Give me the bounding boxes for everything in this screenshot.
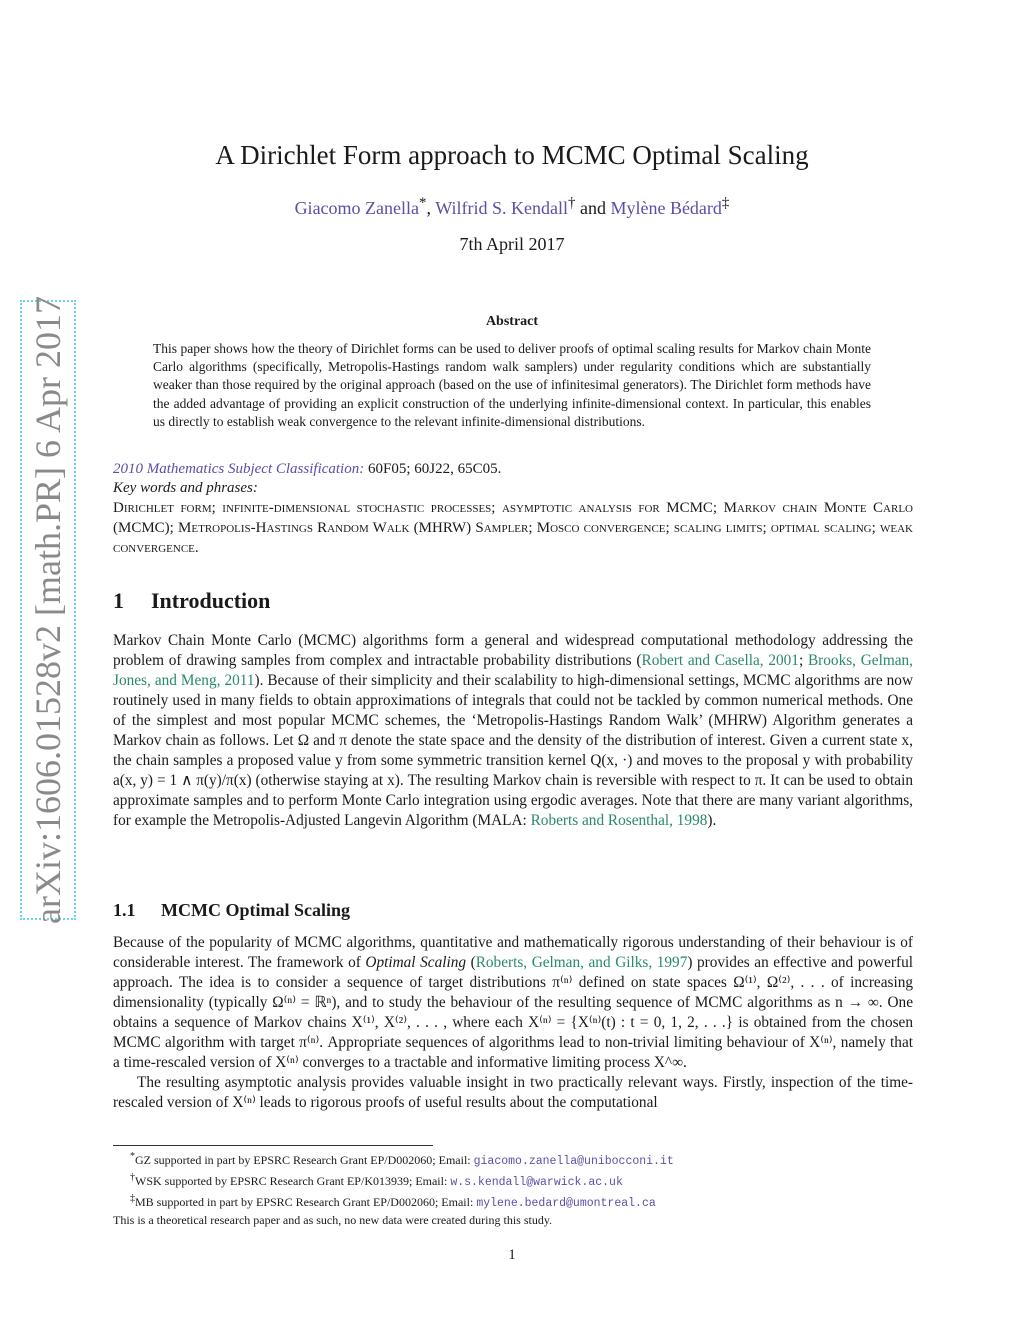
scaling-text-2: ) provides an effective and powerful approach. The idea is to consider a sequence of target distributions π⁽ⁿ⁾ defined on state spaces Ω⁽¹⁾, Ω⁽²⁾, . . . of increasing dimensionality (typically Ω⁽ⁿ⁾ = ℝⁿ), and to study the behaviour of the resulting sequence of MCMC algorithms as n → ∞. One obtains a sequence of Markov chains X⁽¹⁾, X⁽²⁾, . . . , where each X⁽ⁿ⁾ = {X⁽ⁿ⁾(t) : t = 0, 1, 2, . . .} is obtained from the chosen MCMC algorithm with target π⁽ⁿ⁾. Appropriate sequences of algorithms lead to non-trivial limiting behaviour of X⁽ⁿ⁾, namely that a time-rescaled version of X⁽ⁿ⁾ converges to a tractable and informative limiting process X^∞. (113, 954, 913, 1071)
scaling-text-1: Because of the popularity of MCMC algorithms, quantitative and mathematically rigorous understanding of their behaviour is of considerable interest. The framework of (113, 934, 913, 971)
arxiv-stamp[interactable] (20, 296, 76, 924)
msc-line (113, 460, 913, 498)
footnote-mark: * (130, 1151, 135, 1162)
cite-year[interactable]: 1998 (676, 812, 708, 829)
footnote-mark: ‡ (130, 1193, 135, 1204)
footnote-text: WSK supported by EPSRC Research Grant EP/K013939; Email: (135, 1174, 451, 1188)
email-link-zanella[interactable]: giacomo.zanella@unibocconi.it (473, 1155, 674, 1168)
cite-year[interactable]: 2011 (224, 672, 255, 689)
email-link-kendall[interactable]: w.s.kendall@warwick.ac.uk (450, 1176, 623, 1189)
footnote-3 (113, 1191, 913, 1212)
citation-roberts-gelman-gilks[interactable]: Roberts, Gelman, and Gilks, 1997 (475, 954, 688, 971)
cite-authors[interactable]: Roberts and Rosenthal (530, 812, 670, 829)
cite-year[interactable]: 1997 (656, 954, 688, 971)
cite-year[interactable]: 2001 (768, 652, 799, 669)
intro-paragraph: Markov Chain Monte Carlo (MCMC) algorithms form a general and widespread computational methodology addressing the problem of drawing samples from complex and intractable probability distributions (Robert and Casella, 2001; Brooks, Gelman, Jones, and Meng, 2011). Because of their simplicity and their scalability to high-dimensional settings, MCMC algorithms are now routinely used in many fields to obtain approximations of integrals that could not be tackled by common numerical methods. One of the simplest and most popular MCMC schemes, the ‘Metropolis-Hastings Random Walk’ (MHRW) Algorithm generates a Markov chain as follows. Let Ω and π denote the state space and the density of the distribution of interest. Given a current state x, the chain samples a proposed value y from some symmetric transition kernel Q(x, ·) and moves to the proposal y with probability a(x, y) = 1 ∧ π(y)/π(x) (otherwise staying at x). The resulting Markov chain is reversible with respect to π. It can be used to obtain approximate samples and to perform Monte Carlo integration using ergodic averages. Note that there are many variant algorithms, for example the Metropolis-Adjusted Langevin Algorithm (MALA: Roberts and Rosenthal, 1998). (113, 632, 913, 829)
email-link-bedard[interactable]: mylene.bedard@umontreal.ca (476, 1197, 656, 1210)
author-bedard[interactable]: Mylène Bédard (610, 198, 722, 218)
footnotes (113, 1149, 913, 1228)
abstract-text: This paper shows how the theory of Dirichlet forms can be used to deliver proofs of optimal scaling results for Markov chain Monte Carlo algorithms (specifically, Metropolis-Hastings random walk samplers) under regularity conditions which are substantially weaker than those required by the original approach (based on the use of infinitesimal generators). The Dirichlet form methods have the added advantage of providing an explicit construction of the underlying infinite-dimensional context. In particular, this enables us directly to establish weak convergence to the relevant infinite-dimensional distributions. (153, 341, 871, 429)
author-mark-1: * (419, 195, 427, 211)
citation-brooks[interactable]: Brooks, Gelman, Jones, and Meng, 2011 (113, 652, 913, 689)
footnote-rule (113, 1145, 433, 1146)
cite-authors[interactable]: Roberts, Gelman, and Gilks (475, 954, 649, 971)
author-and: and (579, 198, 606, 218)
keywords-text: Dirichlet form; infinite-dimensional stochastic processes; asymptotic analysis for MCMC; Markov chain Monte Carlo (MCMC); Metropolis-Hastings Random Walk (MHRW) Sampler; Mosco convergence; scaling limits; optimal scaling; weak convergence. (113, 500, 913, 556)
arxiv-id[interactable]: arXiv:1606.01528v2 [math.PR] 6 Apr 2017 (28, 296, 68, 924)
scaling-section-body (113, 933, 913, 1113)
msc-label[interactable]: 2010 Mathematics Subject Classification: (113, 461, 365, 477)
paper-title: A Dirichlet Form approach to MCMC Optimal Scaling (215, 140, 809, 170)
cite-authors[interactable]: Robert and Casella (641, 652, 760, 669)
author-list: Giacomo Zanella*, Wilfrid S. Kendall† and Mylène Bédard‡ (294, 195, 730, 218)
footnote-text: GZ supported in part by EPSRC Research Grant EP/D002060; Email: (135, 1153, 474, 1167)
subsection-heading-optimal-scaling (113, 900, 350, 921)
footnote-1 (113, 1149, 913, 1170)
subsection-title: MCMC Optimal Scaling (161, 900, 350, 920)
subsection-number: 1.1 (113, 900, 136, 920)
intro-text-1: Markov Chain Monte Carlo (MCMC) algorithms form a general and widespread computational methodology addressing the problem of drawing samples from complex and intractable probability distributions ( (113, 632, 913, 669)
citation-roberts-rosenthal[interactable]: Roberts and Rosenthal, 1998 (530, 812, 708, 829)
scaling-paragraph-2: The resulting asymptotic analysis provides valuable insight in two practically relevant ways. Firstly, inspection of the time-rescaled version of X⁽ⁿ⁾ leads to rigorous proofs of useful results about the computational (113, 1074, 913, 1111)
author-zanella[interactable]: Giacomo Zanella (294, 198, 420, 218)
footnote-2 (113, 1170, 913, 1191)
author-kendall[interactable]: Wilfrid S. Kendall (435, 198, 568, 218)
paper-date: 7th April 2017 (459, 234, 565, 254)
abstract-heading: Abstract (485, 314, 539, 329)
page-number: 1 (508, 1247, 516, 1263)
author-mark-2: † (567, 195, 576, 211)
section-number: 1 (113, 588, 124, 613)
footnote-text: MB supported in part by EPSRC Research Grant EP/D002060; Email: (135, 1195, 477, 1209)
author-mark-3: ‡ (721, 195, 730, 211)
section-title: Introduction (151, 588, 271, 613)
scaling-emphasis: Optimal Scaling (365, 954, 467, 971)
footnote-mark: † (130, 1172, 135, 1183)
intro-text-2: ). Because of their simplicity and their scalability to high-dimensional settings, MCMC algorithms are now routinely used in many fields to obtain approximations of integrals that could not be tackled by common numerical methods. One of the simplest and most popular MCMC schemes, the ‘Metropolis-Hastings Random Walk’ (MHRW) Algorithm generates a Markov chain as follows. Let Ω and π denote the state space and the density of the distribution of interest. Given a current state x, the chain samples a proposed value y from some symmetric transition kernel Q(x, ·) and moves to the proposal y with probability a(x, y) = 1 ∧ π(y)/π(x) (otherwise staying at x). The resulting Markov chain is reversible with respect to π. It can be used to obtain approximate samples and to perform Monte Carlo integration using ergodic averages. Note that there are many variant algorithms, for example the Metropolis-Adjusted Langevin Algorithm (MALA: (113, 672, 913, 829)
scaling-paragraph-1 (113, 933, 913, 1073)
citation-robert-casella[interactable]: Robert and Casella, 2001 (641, 652, 799, 669)
intro-text-3: ). (707, 812, 717, 829)
keywords-label: Key words and phrases: (113, 480, 258, 496)
cite-authors[interactable]: Brooks, Gelman, Jones, and Meng (113, 652, 913, 689)
scaling-text-1b: ( (466, 954, 476, 971)
msc-value: 60F05; 60J22, 65C05. (367, 461, 502, 477)
footnote-data-statement: This is a theoretical research paper and as such, no new data were created during this study. (113, 1213, 553, 1227)
section-heading-introduction (113, 588, 270, 614)
